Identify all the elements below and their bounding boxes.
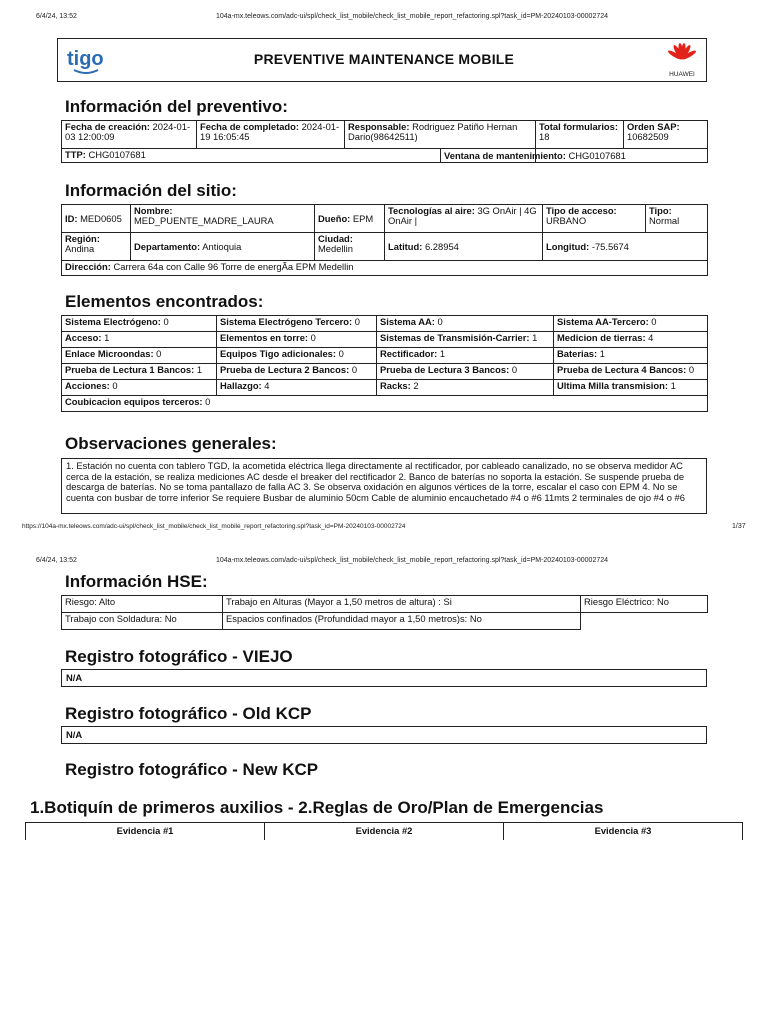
elemento-cell-coubicacion: Coubicacion equipos terceros: 0 <box>62 396 708 412</box>
elemento-value: 1 <box>529 332 538 343</box>
hse-riesgo-cell: Riesgo: Alto <box>62 596 223 613</box>
ventana-mantenimiento: Ventana de mantenimiento: CHG0107681 <box>440 149 626 163</box>
elemento-cell <box>554 348 708 364</box>
elemento-value: 1 <box>597 348 605 359</box>
oldkcp-value: N/A <box>61 726 707 744</box>
print-date: 6/4/24, 13:52 <box>36 13 77 20</box>
elemento-cell <box>377 380 554 396</box>
elemento-label: Acceso: <box>65 332 102 343</box>
evidencia-1-header: Evidencia #1 <box>25 822 265 840</box>
hse-soldadura-cell: Trabajo con Soldadura: No <box>62 613 223 630</box>
elemento-cell <box>377 364 554 380</box>
elemento-cell <box>62 364 217 380</box>
hse-empty-cell <box>581 613 708 630</box>
elemento-label: Prueba de Lectura 1 Bancos: <box>65 364 195 375</box>
print-url: 104a-mx.teleows.com/adc-ui/spl/check_list_mobile/check_list_mobile_report_refactoring.spl?task_id=PM-20240103-00002724 <box>216 13 609 20</box>
elemento-cell <box>554 332 708 348</box>
orden-sap-cell: Orden SAP: 10682509 <box>624 121 708 149</box>
elemento-cell <box>62 316 217 332</box>
elemento-label: Prueba de Lectura 4 Bancos: <box>557 364 687 375</box>
site-longitud-cell: Longitud: -75.5674 <box>543 233 708 261</box>
sitio-title: Información del sitio: <box>65 181 237 200</box>
elemento-value: 0 <box>352 316 360 327</box>
botiquin-title: 1.Botiquín de primeros auxilios - 2.Reglas de Oro/Plan de Emergencias <box>30 798 604 817</box>
site-id-cell: ID: MED0605 <box>62 205 131 233</box>
page2-print-date: 6/4/24, 13:52 <box>36 557 77 564</box>
elemento-label: Prueba de Lectura 3 Bancos: <box>380 364 510 375</box>
elemento-value: 0 <box>349 364 358 375</box>
elemento-cell <box>554 316 708 332</box>
responsable-cell: Responsable: Rodriguez Patiño Hernan Dario(98642511) <box>345 121 536 149</box>
elemento-value: 0 <box>509 364 518 375</box>
ttp-cell: TTP: CHG0107681 <box>62 149 536 163</box>
page2-print-url: 104a-mx.teleows.com/adc-ui/spl/check_list_mobile/check_list_mobile_report_refactoring.spl?task_id=PM-20240103-00002724 <box>216 557 609 564</box>
site-dueno-cell: Dueño: EPM <box>315 205 385 233</box>
svg-text:tigo: tigo <box>67 48 104 70</box>
site-tipo-cell: Tipo: Normal <box>646 205 708 233</box>
elemento-cell <box>62 348 217 364</box>
site-tecnologias-cell: Tecnologías al aire: 3G OnAir | 4G OnAir | <box>385 205 543 233</box>
elemento-cell <box>554 380 708 396</box>
site-nombre-cell: Nombre: MED_PUENTE_MADRE_LAURA <box>131 205 315 233</box>
observaciones-title: Observaciones generales: <box>65 434 277 453</box>
elemento-value: 1 <box>437 348 446 359</box>
elemento-label: Elementos en torre: <box>220 332 309 343</box>
preventivo-title: Información del preventivo: <box>65 97 288 116</box>
elemento-label: Enlace Microondas: <box>65 348 154 359</box>
fecha-creacion-cell: Fecha de creación: 2024-01-03 12:00:09 <box>62 121 197 149</box>
elemento-value: 1 <box>101 332 110 343</box>
elemento-label: Racks: <box>380 380 411 391</box>
site-ciudad-cell: Ciudad: Medellin <box>315 233 385 261</box>
observaciones-text: 1. Estación no cuenta con tablero TGD, la acometida eléctrica llega directamente al rectificador, por cableado canalizado, no se observa medidor AC cerca de la estación, se realiza mediciones AC desde el breaker del rectificador 2. Banco de baterías no soporta la estación. Se suspende prueba de descarga de baterías. No se toma pantallazo de falla AC 3. Se observa oxidación en algunos vértices de la torre, escalar el caso con EPM 4. No se cuenta con busbar de torre inferior Se requiere Busbar de aluminio 50cm Cable de aluminio encauchetado #4 o #6 11mts 2 terminales de ojo #4 o #6 <box>61 458 707 514</box>
elemento-value: 2 <box>410 380 419 391</box>
hse-confinados-cell: Espacios confinados (Profundidad mayor a 1,50 metros)s: No <box>223 613 581 630</box>
elemento-label: Prueba de Lectura 2 Bancos: <box>220 364 350 375</box>
elemento-label: Sistemas de Transmisión-Carrier: <box>380 332 530 343</box>
elemento-label: Sistema Electrógeno Tercero: <box>220 316 353 327</box>
site-departamento-cell: Departamento: Antioquia <box>131 233 315 261</box>
elemento-cell <box>377 332 554 348</box>
total-formularios-cell: Total formularios: 18 <box>536 121 624 149</box>
hse-alturas-cell: Trabajo en Alturas (Mayor a 1,50 metros de altura) : Si <box>223 596 581 613</box>
elemento-value: 0 <box>109 380 118 391</box>
viejo-title: Registro fotográfico - VIEJO <box>65 647 293 666</box>
elemento-cell <box>377 348 554 364</box>
svg-text:HUAWEI: HUAWEI <box>669 71 695 78</box>
fecha-completado-cell: Fecha de completado: 2024-01-19 16:05:45 <box>197 121 345 149</box>
elementos-row <box>62 332 708 348</box>
elemento-cell <box>217 364 377 380</box>
elemento-label: Rectificador: <box>380 348 438 359</box>
document-title: PREVENTIVE MAINTENANCE MOBILE <box>253 51 515 67</box>
elemento-value: 0 <box>686 364 695 375</box>
elemento-label: Baterias: <box>557 348 598 359</box>
elementos-row <box>62 380 708 396</box>
elemento-cell <box>217 316 377 332</box>
elementos-row <box>62 348 708 364</box>
hse-table <box>61 595 708 630</box>
elementos-row <box>62 316 708 332</box>
elemento-cell <box>217 332 377 348</box>
elemento-value: 0 <box>153 348 162 359</box>
elemento-label: Hallazgo: <box>220 380 262 391</box>
elemento-value: 1 <box>194 364 203 375</box>
elemento-cell <box>62 332 217 348</box>
elemento-label: Sistema Electrógeno: <box>65 316 161 327</box>
elementos-title: Elementos encontrados: <box>65 292 264 311</box>
elemento-label: Sistema AA-Tercero: <box>557 316 649 327</box>
elemento-value: 0 <box>648 316 657 327</box>
site-region-cell: Región: Andina <box>62 233 131 261</box>
viejo-value: N/A <box>61 669 707 687</box>
elemento-cell <box>217 380 377 396</box>
page-number: 1/37 <box>732 523 746 530</box>
elemento-label: Equipos Tigo adicionales: <box>220 348 336 359</box>
elemento-label: Medicion de tierras: <box>557 332 646 343</box>
evidencia-2-header: Evidencia #2 <box>264 822 504 840</box>
site-acceso-cell: Tipo de acceso: URBANO <box>543 205 646 233</box>
evidencia-3-header: Evidencia #3 <box>503 822 743 840</box>
elemento-value: 0 <box>336 348 344 359</box>
sitio-table <box>61 204 708 276</box>
elemento-cell <box>217 348 377 364</box>
elementos-row <box>62 364 708 380</box>
hse-title: Información HSE: <box>65 572 208 591</box>
elemento-label: Sistema AA: <box>380 316 435 327</box>
elemento-cell <box>554 364 708 380</box>
elemento-value: 4 <box>261 380 270 391</box>
elemento-value: 0 <box>308 332 316 343</box>
elemento-label: Ultima Milla transmision: <box>557 380 668 391</box>
huawei-logo <box>664 42 700 78</box>
footer-url: https://104a-mx.teleows.com/adc-ui/spl/check_list_mobile/check_list_mobile_report_refactoring.spl?task_id=PM-20240103-00002724 <box>22 523 406 530</box>
newkcp-title: Registro fotográfico - New KCP <box>65 760 319 779</box>
hse-electrico-cell: Riesgo Eléctrico: No <box>581 596 708 613</box>
elemento-value: 0 <box>434 316 443 327</box>
oldkcp-title: Registro fotográfico - Old KCP <box>65 704 312 723</box>
elemento-value: 0 <box>160 316 169 327</box>
elemento-cell <box>62 380 217 396</box>
site-latitud-cell: Latitud: 6.28954 <box>385 233 543 261</box>
elemento-value: 1 <box>667 380 676 391</box>
elementos-table <box>61 315 708 412</box>
elemento-label: Acciones: <box>65 380 110 391</box>
elemento-cell <box>377 316 554 332</box>
elemento-value: 4 <box>645 332 654 343</box>
site-direccion-cell: Dirección: Carrera 64a con Calle 96 Torre de energÃa EPM Medellin <box>62 261 708 276</box>
